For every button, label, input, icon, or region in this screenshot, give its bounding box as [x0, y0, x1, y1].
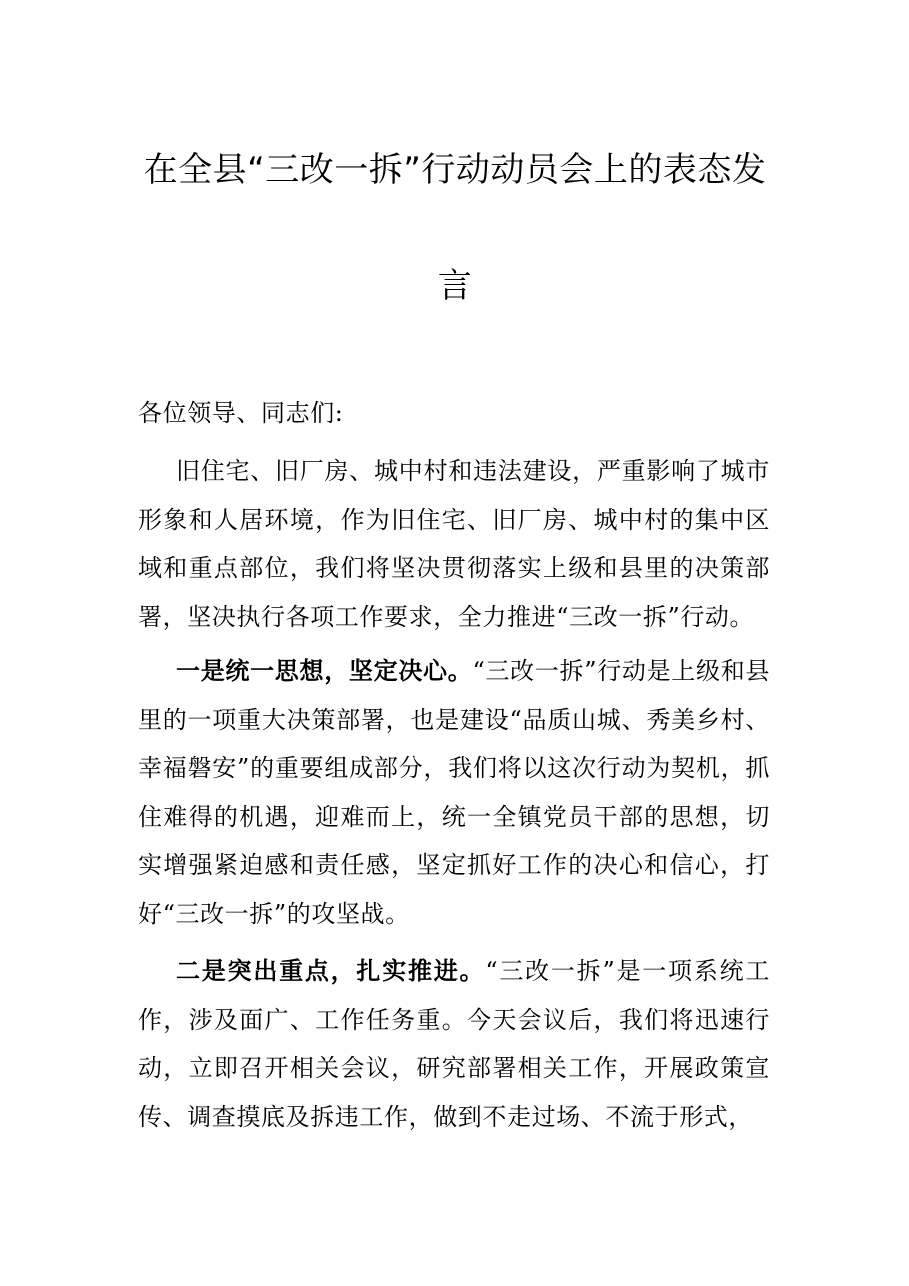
paragraph-text: “三改一拆”行动是上级和县里的一项重大决策部署，也是建设“品质山城、秀美乡村、幸福磐安”的重要组成部分，我们将以这次行动为契机，抓住难得的机遇，迎难而上，统一全镇党员干部的思想，切实增强紧迫感和责任感，坚定抓好工作的决心和信心，打好“三改一拆”的攻坚战。 [138, 657, 771, 928]
paragraph-lead-heading: 二是突出重点，扎实推进。 [176, 956, 486, 985]
salutation: 各位领导、同志们: [138, 399, 344, 427]
paragraph-intro [138, 447, 770, 641]
document-title-line-1: 在全县“三改一拆”行动动员会上的表态发 [143, 150, 767, 190]
paragraph-point-1 [138, 647, 770, 938]
paragraph-point-2 [138, 947, 770, 1141]
document-title-line-2: 言 [437, 266, 473, 306]
paragraph-text: 旧住宅、旧厂房、城中村和违法建设，严重影响了城市形象和人居环境，作为旧住宅、旧厂房、城中村的集中区域和重点部位，我们将坚决贯彻落实上级和县里的决策部署，坚决执行各项工作要求，全力推进“三改一拆”行动。 [138, 457, 770, 631]
paragraph-lead-heading: 一是统一思想，坚定决心。 [176, 656, 473, 685]
paragraph-text: “三改一拆”是一项系统工作，涉及面广、工作任务重。今天会议后，我们将迅速行动，立即召开相关会议，研究部署相关工作，开展政策宣传、调查摸底及拆违工作，做到不走过场、不流于形式， [138, 957, 770, 1131]
